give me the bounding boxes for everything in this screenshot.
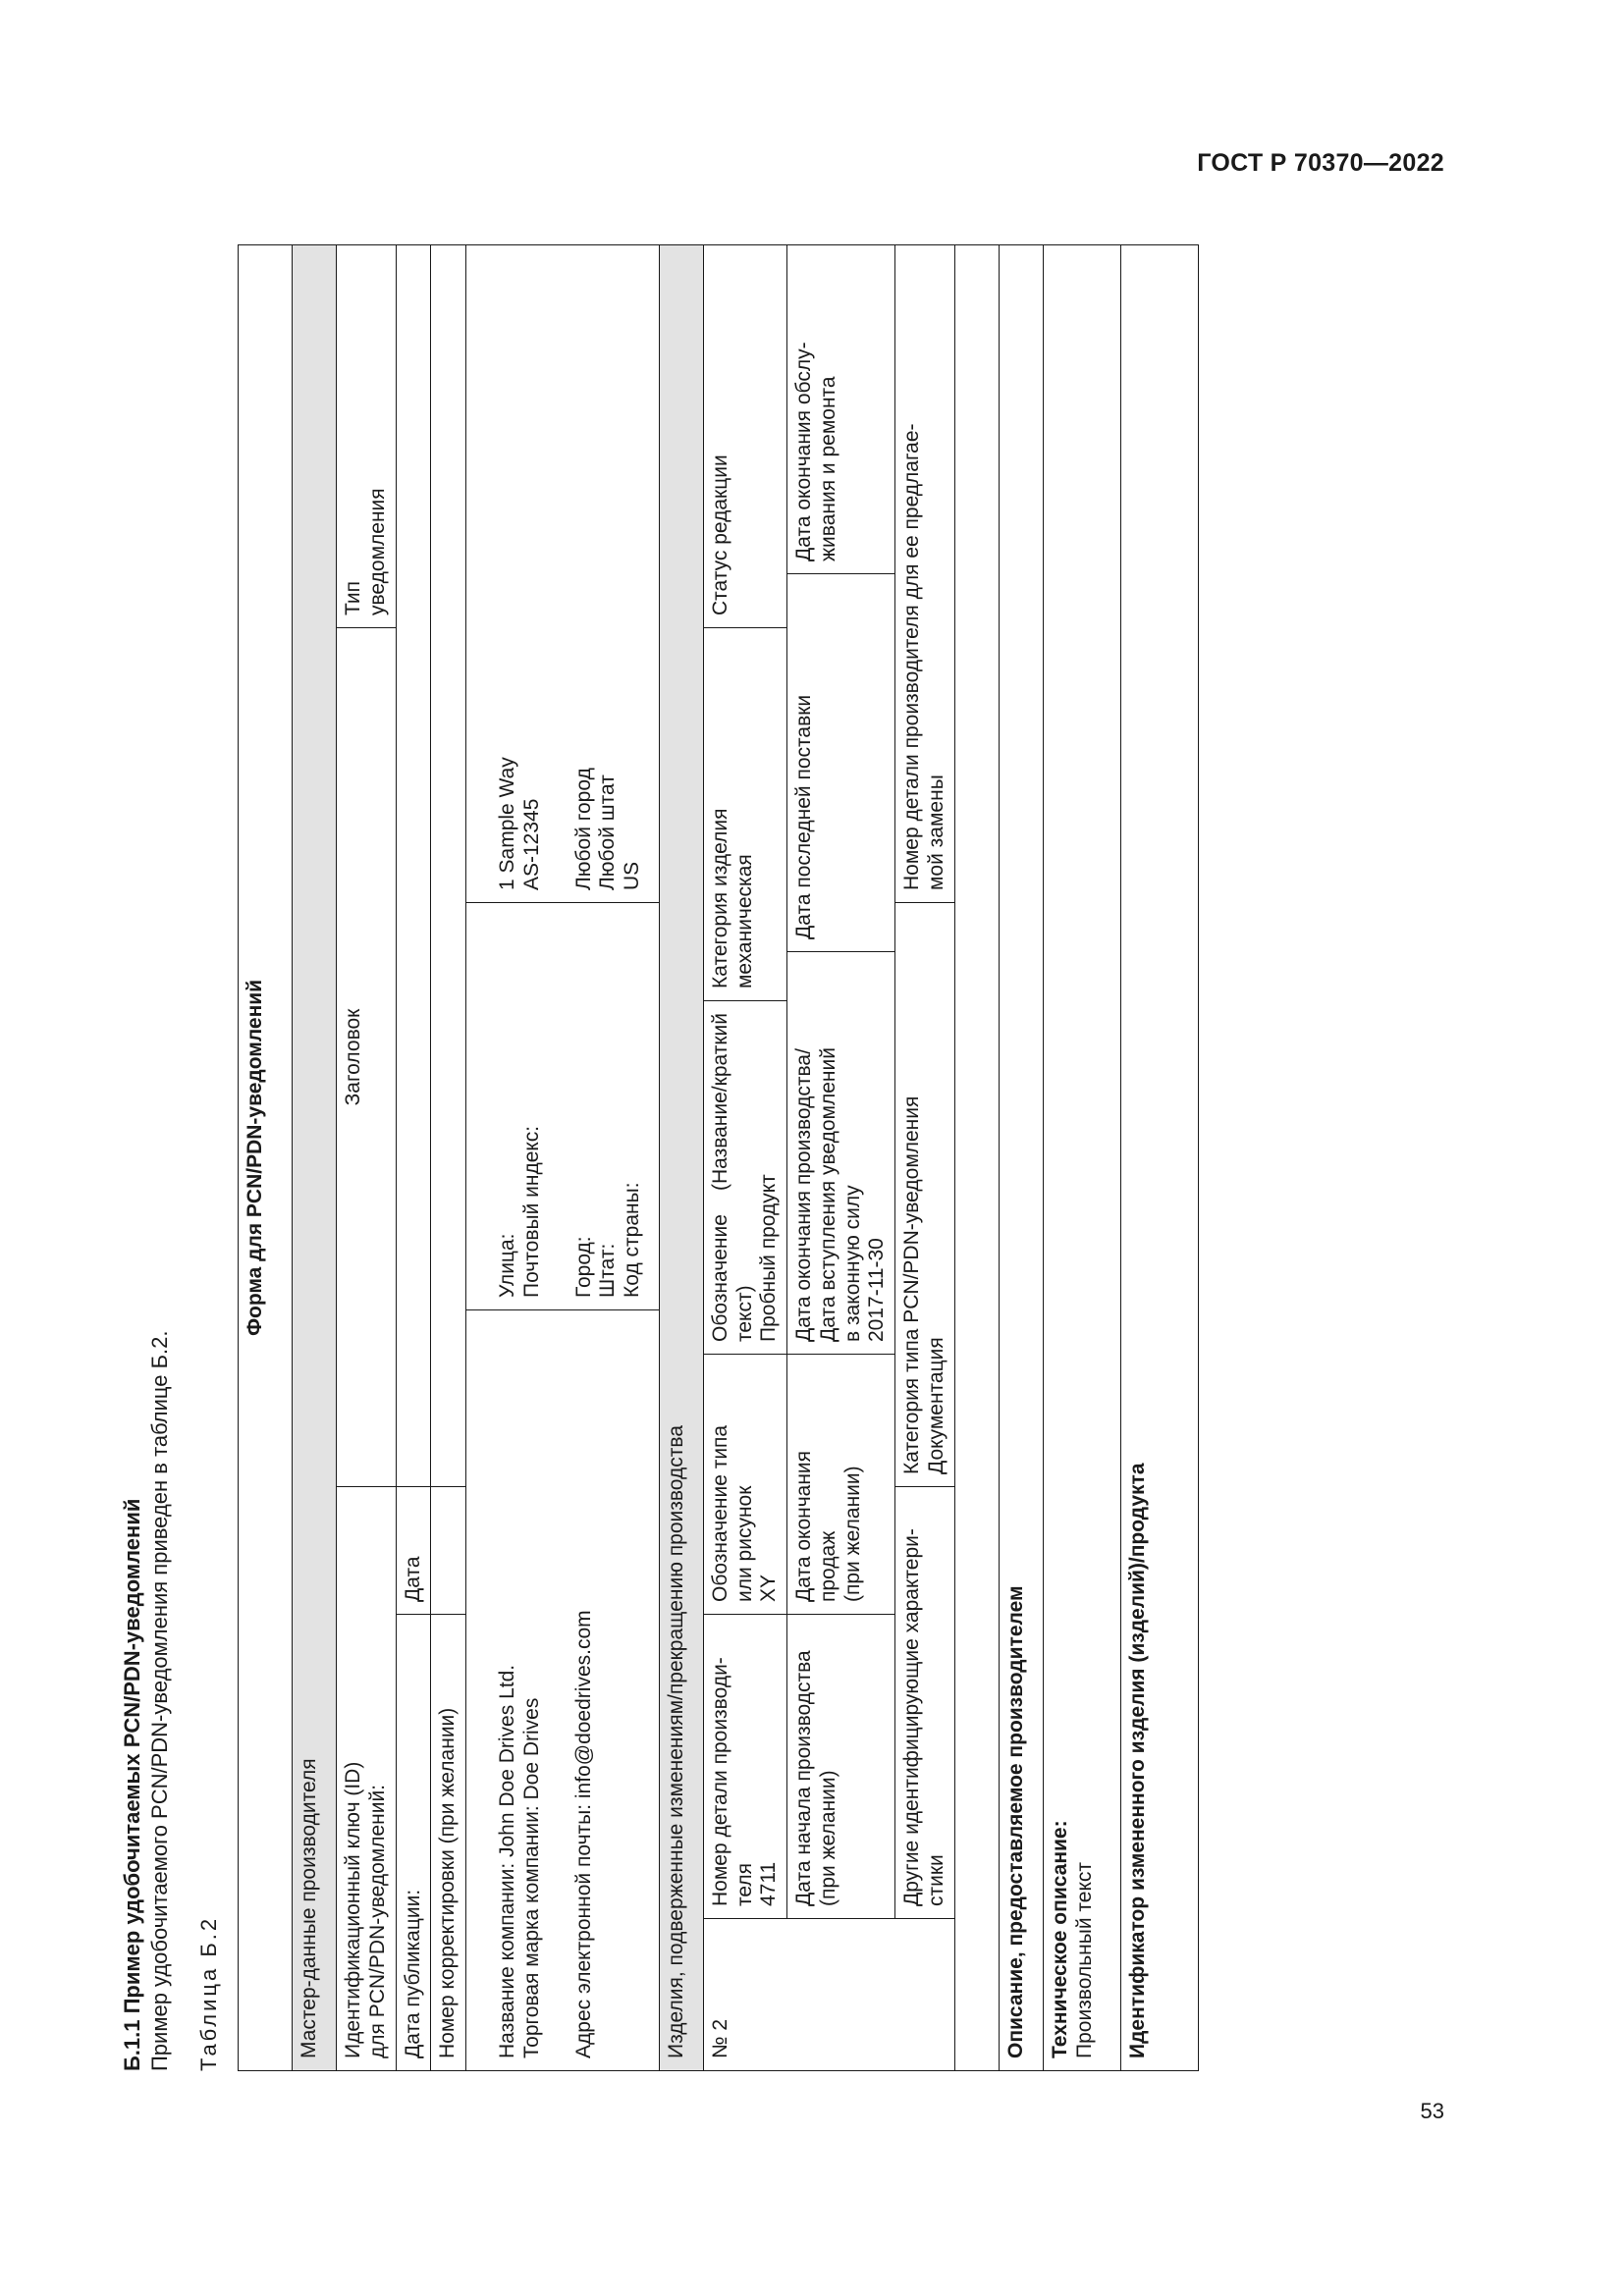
document-code: ГОСТ Р 70370—2022 [1197, 149, 1444, 177]
notification-type-label: Тип уведомления [337, 244, 397, 627]
id-row [337, 244, 397, 2070]
notification-category: Категория типа PCN/PDN-уведомления Документация [895, 903, 955, 1487]
publication-date-label: Дата публикации: [396, 1615, 431, 2071]
last-delivery-date: Дата последней поставки [787, 574, 895, 952]
products-section-row [659, 244, 703, 2070]
date-label: Дата [396, 1487, 431, 1615]
technical-description: Техническое описание: Произвольный текст [1043, 244, 1120, 2070]
correction-number-label: Номер корректировки (при желании) [431, 1615, 466, 2071]
manufacturer-part-number: Номер детали производи- теля 4711 [703, 1615, 786, 1919]
form-title-row [239, 244, 293, 2070]
changed-item-identifier: Идентификатор измененного изделия (изделий)/продукта [1120, 244, 1198, 2070]
replacement-part-number: Номер детали производителя для ее предлагае- мой замены [895, 244, 955, 902]
revision-status: Статус редакции [703, 244, 786, 627]
correction-number-value [431, 1487, 466, 1615]
product-row-1 [703, 244, 786, 2070]
address-labels: Улица: Почтовый индекс: Город: Штат: Код страны: [466, 903, 660, 1310]
correction-row [431, 244, 466, 2070]
section-title: Б.1.1 Пример удобочитаемых PCN/PDN-уведомлений [120, 1498, 144, 2071]
form-title: Форма для PCN/PDN-уведомлений [239, 244, 293, 2070]
notification-id-label: Идентификационный ключ (ID) для PCN/PDN-уведомлений: [337, 1487, 397, 2071]
page-number: 53 [1420, 2099, 1444, 2123]
products-section: Изделия, подверженные изменениям/прекращению производства [659, 244, 703, 2070]
pcn-pdn-form-table [238, 244, 1199, 2071]
empty-cell [954, 244, 999, 2070]
table-caption: Таблица Б.2 [196, 1915, 221, 2071]
production-end-date: Дата окончания производства/ Дата вступления уведомлений в законную силу 2017-11-30 [787, 952, 895, 1355]
product-row-3 [895, 244, 955, 2070]
other-characteristics: Другие идентифицирующие характери- стики [895, 1487, 955, 1919]
product-category: Категория изделия механическая [703, 628, 786, 1001]
manufacturer-description-label: Описание, предоставляемое производителем [999, 244, 1043, 2070]
tech-description-row [1043, 244, 1120, 2070]
publication-date-value [396, 244, 431, 1486]
sales-end-date: Дата окончания продаж (при желании) [787, 1355, 895, 1615]
rotated-page-content [98, 128, 1453, 2071]
production-start-date: Дата начала производства (при желании) [787, 1615, 895, 1919]
changed-item-row [1120, 244, 1198, 2070]
heading-label: Заголовок [337, 628, 397, 1487]
product-designation: Обозначение (Название/краткий текст) Пробный продукт [703, 1001, 786, 1355]
empty-row [954, 244, 999, 2070]
section-text: Пример удобочитаемого PCN/PDN-уведомления приведен в таблице Б.2. [147, 1330, 172, 2071]
item-number: № 2 [703, 1919, 954, 2071]
correction-empty [431, 244, 466, 1486]
publication-date-row [396, 244, 431, 2070]
type-designation: Обозначение типа или рисунок XY [703, 1355, 786, 1615]
master-data-section-row [293, 244, 337, 2070]
description-row [999, 244, 1043, 2070]
product-row-2 [787, 244, 895, 2070]
service-end-date: Дата окончания обслу- живания и ремонта [787, 244, 895, 573]
master-data-section: Мастер-данные производителя [293, 244, 337, 2070]
company-info: Название компании: John Doe Drives Ltd. Торговая марка компании: Doe Drives Адрес электронной почты: info@doedrives.com [466, 1310, 660, 2071]
company-row [466, 244, 660, 2070]
address-values: 1 Sample Way AS-12345 Любой город Любой штат US [466, 244, 660, 902]
